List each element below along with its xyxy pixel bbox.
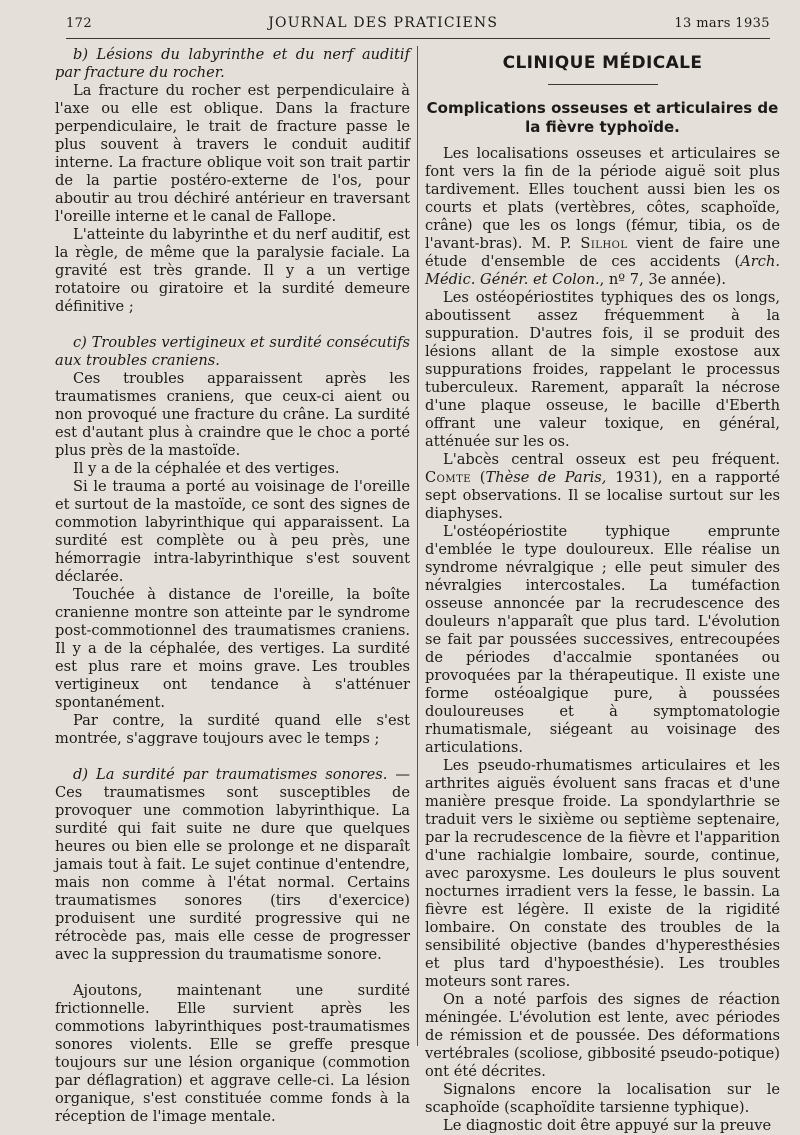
paragraph: On a noté parfois des signes de réaction méningée. L'évolution est lente, avec périodes de rémission et de poussée. Des déformations vertébrales (scoliose, gibbosité pseudo-potique) ont été décrites. — [425, 991, 780, 1080]
reference-title: Thèse de Paris, — [485, 469, 607, 486]
paragraph: Signalons encore la localisation sur le scaphoïde (scaphoïdite tarsienne typhique). — [425, 1081, 780, 1116]
header-rule — [66, 38, 770, 39]
paragraph: L'atteinte du labyrinthe et du nerf auditif, est la règle, de même que la paralysie faciale. La gravité est très grande. Il y a un vertige rotatoire ou giratoire et la surdité demeure définitive ; — [55, 226, 410, 315]
reference-title: Arch. Médic. Génér. et Colon. — [425, 253, 780, 288]
paragraph: Si le trauma a porté au voisinage de l'oreille et surtout de la mastoïde, ce sont des signes de commotion labyrinthique qui apparaissent. La surdité est complète ou à peu près, une hémorragie intra-labyrinthique s'est souvent déclarée. — [55, 478, 410, 585]
paragraph: La fracture du rocher est perpendiculaire à l'axe ou elle est oblique. Dans la fracture perpendiculaire, le trait de fracture passe le plus souvent à travers le conduit auditif interne. La fracture oblique voit son trait partir de la partie postéro-externe de l'os, pour aboutir au trou déchiré antérieur en traversant l'oreille interne et le canal de Fallope. — [55, 82, 410, 225]
paragraph: Ces troubles apparaissent après les traumatismes craniens, que ceux-ci aient ou non provoqué une fracture du crâne. La surdité est d'autant plus à craindre que le choc a porté plus près de la mastoïde. — [55, 370, 410, 459]
paragraph: L'abcès central osseux est peu fréquent. Comte (Thèse de Paris, 1931), en a rapporté sept observations. Il se localise surtout sur les diaphyses. — [425, 451, 780, 522]
page-number: 172 — [66, 16, 93, 31]
paragraph: L'ostéopériostite typhique emprunte d'emblée le type douloureux. Elle réalise un syndrome névralgique ; elle peut simuler des névralgies intercostales. La tuméfaction osseuse annoncée par la recrudescence des douleurs n'apparaît que plus tard. L'évolution se fait par poussées successives, entrecoupées de périodes d'accalmie spontanées ou provoquées par la thérapeutique. Il existe une forme ostéoalgique pure, à poussées douloureuses et à symptomatologie rhumatismale, siégeant au voisinage des articulations. — [425, 523, 780, 756]
subsection-d-paragraph: d) La surdité par traumatismes sonores. — Ces traumatismes sont susceptibles de provoquer une commotion labyrinthique. La surdité qui fait suite ne dure que quelques heures ou bien elle se prolonge et ne disparaît jamais tout à fait. Le sujet continue d'entendre, mais non comme à l'état normal. Certains traumatismes sonores (tirs d'exercice) produisent une surdité progressive qui ne rétrocède pas, mais elle cesse de progresser avec la suppression du traumatisme sonore. — [55, 766, 411, 963]
subsection-b-heading: b) Lésions du labyrinthe et du nerf auditif par fracture du rocher. — [55, 46, 410, 81]
issue-date: 13 mars 1935 — [674, 16, 770, 31]
left-column — [55, 46, 410, 1126]
paragraph: Il y a de la céphalée et des vertiges. — [73, 460, 340, 477]
subsection-d-heading: d) La surdité par traumatismes sonores. — [73, 766, 388, 783]
subsection-c-heading: c) Troubles vertigineux et surdité consécutifs aux troubles craniens. — [55, 334, 410, 369]
paragraph: Les localisations osseuses et articulaires se font vers la fin de la période aiguë soit plus tardivement. Elles touchent aussi bien les os courts et plats (vertèbres, côtes, scaphoïde, crâne) que les os longs (fémur, tibia, os de l'avant-bras). M. P. Silhol vient de faire une étude d'ensemble de ces accidents (Arch. Médic. Génér. et Colon., nº 7, 3e année). — [425, 145, 781, 288]
author-name: Silhol — [580, 235, 628, 252]
section-rule — [548, 84, 658, 85]
page-header — [66, 15, 770, 37]
paragraph: Par contre, la surdité quand elle s'est montrée, s'aggrave toujours avec le temps ; — [55, 712, 410, 747]
article-title: Complications osseuses et articulaires de la fièvre typhoïde. — [426, 99, 779, 136]
right-column — [425, 46, 780, 1135]
column-divider — [417, 46, 418, 1046]
journal-title: JOURNAL DES PRATICIENS — [268, 15, 499, 31]
paragraph: Ajoutons, maintenant une surdité frictionnelle. Elle survient après les commotions labyrinthiques post-traumatismes sonores violents. Elle se greffe presque toujours sur une lésion organique (commotion par déflagration) et aggrave celle-ci. La lésion organique, s'est constituée comme fonds à la réception de l'image mentale. — [55, 982, 410, 1125]
paragraph: Le diagnostic doit être appuyé sur la preuve — [443, 1117, 772, 1134]
author-name: Comte — [425, 469, 472, 486]
paragraph: Touchée à distance de l'oreille, la boîte cranienne montre son atteinte par le syndrome post-commotionnel des traumatismes craniens. Il y a de la céphalée, des vertiges. La surdité est plus rare et moins grave. Les troubles vertigineux ont tendance à s'atténuer spontanément. — [55, 586, 410, 711]
paragraph: Les ostéopériostites typhiques des os longs, aboutissent assez fréquemment à la suppuration. D'autres fois, il se produit des lésions allant de la simple exostose aux suppurations froides, rappelant le processus tuberculeux. Rarement, apparaît la nécrose d'une plaque osseuse, le bacille d'Eberth offrant une valeur toxique, en général, atténuée sur les os. — [425, 289, 780, 450]
section-title: CLINIQUE MÉDICALE — [502, 53, 703, 73]
paragraph: Les pseudo-rhumatismes articulaires et les arthrites aiguës évoluent sans fracas et d'une manière presque froide. La spondylarthrie se traduit vers le sixième ou septième septenaire, par la recrudescence de la fièvre et l'apparition d'une rachialgie lombaire, sourde, continue, avec paroxysme. Les douleurs le plus souvent nocturnes irradient vers la fesse, le bassin. La fièvre est légère. Il existe de la rigidité lombaire. On constate des troubles de la sensibilité objective (bandes d'hyperesthésies et plus tard d'hypoesthésie). Les troubles moteurs sont rares. — [425, 757, 780, 990]
